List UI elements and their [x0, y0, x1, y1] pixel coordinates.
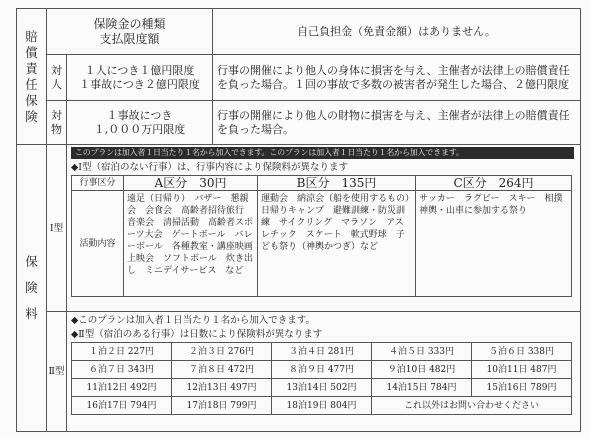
header-deductible: 自己負担金（免責金額）はありません。 — [213, 9, 581, 55]
property-limits: １事故につき １,０００万円限度 — [67, 101, 213, 145]
type2-note-2: ◆Ⅱ型（宿泊のある行事）は日数により保険料が異なります — [71, 329, 323, 340]
type2-label: Ⅱ型 — [47, 312, 67, 432]
type1-label: Ⅰ型 — [47, 145, 67, 312]
rate-cell: ７泊８日 472円 — [172, 361, 272, 379]
rate-cell: 15泊16日 789円 — [472, 379, 572, 397]
rate-cell: 14泊15日 784円 — [372, 379, 472, 397]
property-label: 対 物 — [47, 101, 67, 145]
rate-cell: ９泊10日 482円 — [372, 361, 472, 379]
person-limits: １人につき１億円限度 １事故につき２億円限度 — [67, 55, 213, 101]
rate-cell: ５泊６日 338円 — [472, 343, 572, 361]
rate-cell: 17泊18日 799円 — [172, 397, 272, 415]
header-insurance-type: 保険金の種類 支払限度額 — [47, 9, 213, 55]
class-c-header: C区分 264円 — [416, 176, 572, 191]
type1-note: ◆Ⅰ型（宿泊のない行事）は、行事内容により保険料が異なります — [71, 162, 349, 173]
rate-cell: ３泊４日 281円 — [272, 343, 372, 361]
overnight-rate-table — [71, 342, 572, 415]
rate-cell: ２泊３日 276円 — [172, 343, 272, 361]
class-a-header: A区分 30円 — [124, 176, 258, 191]
rate-cell: 11泊12日 492円 — [72, 379, 172, 397]
liability-section-label: 賠 償 責 任 保 険 — [17, 9, 47, 145]
rate-cell: 12泊13日 497円 — [172, 379, 272, 397]
person-description: 行事の開催により他人の身体に損害を与え、主催者が法律上の賠償責任を負った場合。１回の事故で多数の被害者が発生した場合、２億円限度 — [213, 55, 581, 101]
class-a-activities: 遠足（日帰り） バザー 懇親会 会食会 高齢者招待旅行 音楽会 清掃活動 高齢者スポーツ大会 ゲートボール バレーボール 各種教室・講座映画上映会 ソフトボール 炊き出し ミニデイサービス など — [124, 191, 258, 297]
activity-class-table — [71, 175, 572, 297]
type2-note-1: ◆このプランは加入者１日当たり１名から加入できます。 — [71, 315, 316, 326]
type2-content — [67, 312, 581, 432]
liability-table — [16, 8, 581, 145]
rate-cell: ６泊７日 343円 — [72, 361, 172, 379]
rate-cell: 13泊14日 502円 — [272, 379, 372, 397]
type1-content — [67, 145, 581, 312]
rate-cell: 16泊17日 794円 — [72, 397, 172, 415]
premium-table — [16, 144, 581, 432]
rate-cell: ８泊９日 477円 — [272, 361, 372, 379]
rate-cell: １泊２日 227円 — [72, 343, 172, 361]
class-column-header: 行事区分 — [72, 176, 124, 191]
person-label: 対 人 — [47, 55, 67, 101]
rate-cell: 10泊11日 487円 — [472, 361, 572, 379]
class-b-activities: 運動会 納涼会（船を使用するもの） 日帰りキャンプ 避難訓練・防災訓練 サイクリング マラソン アスレチック スケート 軟式野球 子ども祭り（神輿かつぎ）など — [258, 191, 416, 297]
class-c-activities: サッカー ラグビー スキー 相撲 神輿・山車に参加する祭り — [416, 191, 572, 297]
rate-cell: 18泊19日 804円 — [272, 397, 372, 415]
rate-cell: ４泊５日 333円 — [372, 343, 472, 361]
property-description: 行事の開催により他人の財物に損害を与え、主催者が法律上の賠償責任を負った場合。 — [213, 101, 581, 145]
class-b-header: B区分 135円 — [258, 176, 416, 191]
activity-row-header: 活動内容 — [72, 191, 124, 297]
contact-note-cell: これ以外はお問い合わせください — [372, 397, 572, 415]
type1-banner: このプランは加入者１日当たり１名から加入できます。このプランは加入者１日当たり１名から加入できます。 — [71, 147, 574, 159]
premium-section-label: 保 険 料 — [17, 145, 47, 432]
